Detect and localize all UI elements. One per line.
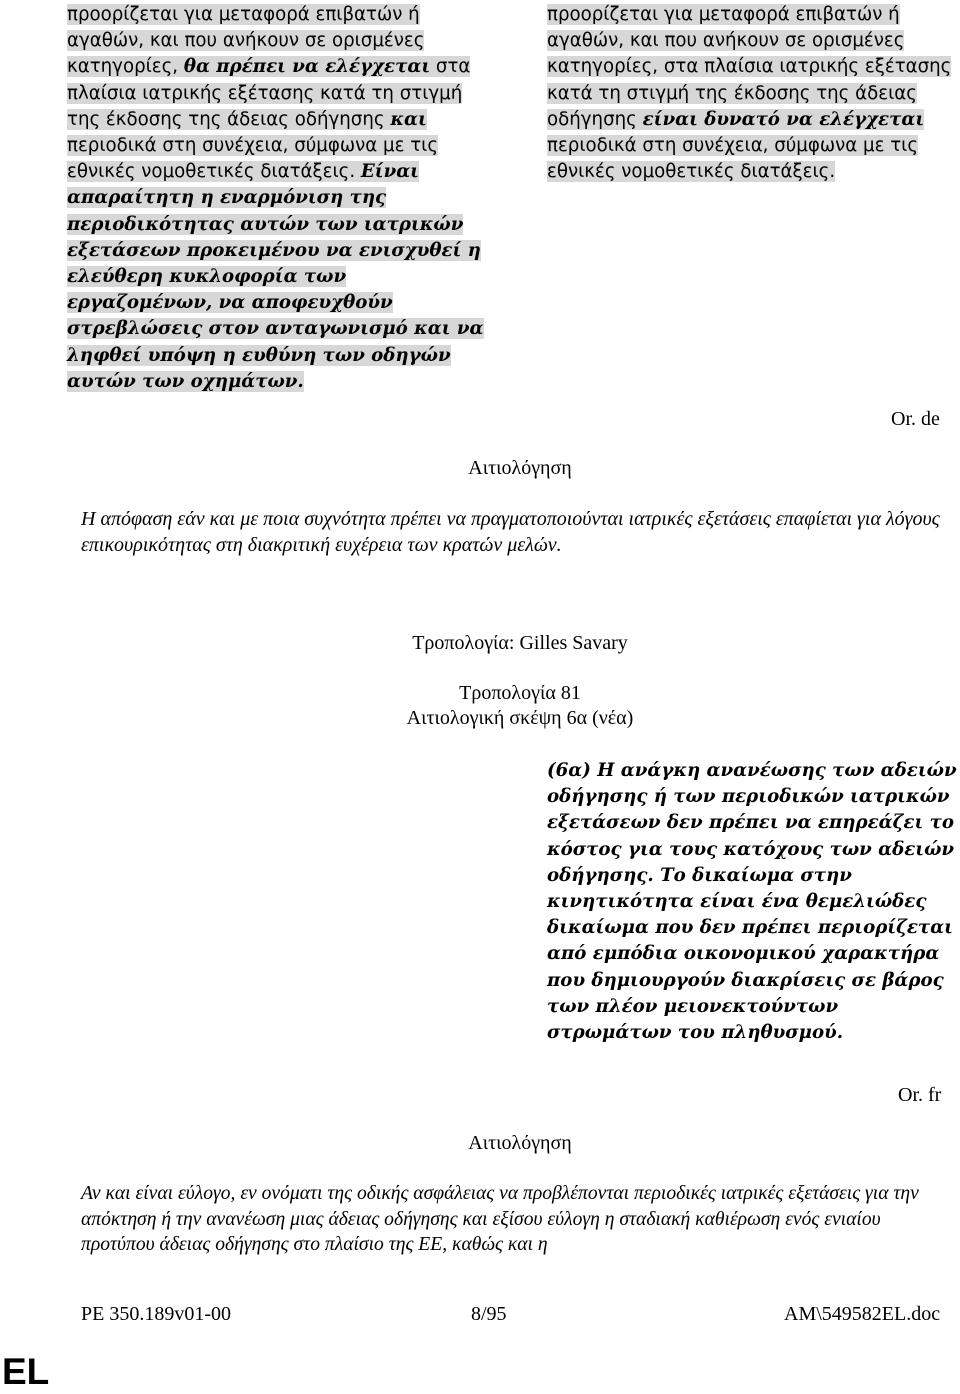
right-text-normal-2: περιοδικά στη συνέχεια, σύμφωνα με τις εθνικές νομοθετικές διατάξεις. bbox=[547, 135, 918, 183]
justification-text-2: Αν και είναι εύλογο, εν ονόματι της οδικής ασφάλειας να προβλέπονται περιοδικές ιατρικές εξετάσεις για την απόκτηση ή την ανανέωση μιας άδειας οδήγησης και εξίσου εύλογη η σταδιακή καθιέρωση ενός ενιαίου προτύπου άδειας οδήγησης στο πλαίσιο της ΕΕ, καθώς και η bbox=[81, 1183, 919, 1256]
justification-heading-1: Αιτιολόγηση bbox=[468, 457, 572, 479]
left-text-normal-2: στα πλαίσια ιατρικής εξέτασης κατά τη στιγμή της έκδοσης της άδειας οδήγησης bbox=[67, 56, 471, 130]
left-text-bold-italic-3: Είναι απαραίτητη η εναρμόνιση της περιοδικότητας αυτών των ιατρικών εξετάσεων προκειμένου να ενισχυθεί η ελεύθερη κυκλοφορία των εργαζομένων, να αποφευχθούν στρεβλώσεις στον ανταγωνισμό και να ληφθεί υπόψη η ευθύνη των οδηγών αυτών των οχημάτων. bbox=[67, 161, 484, 392]
footer-page-number: 8/95 bbox=[471, 1303, 507, 1325]
left-text-normal-1: προορίζεται για μεταφορά επιβατών ή αγαθών, και που ανήκουν σε ορισμένες κατηγορίες, bbox=[67, 4, 425, 78]
right-column-text bbox=[547, 2, 952, 185]
footer-document-name: AM\549582EL.doc bbox=[784, 1303, 941, 1325]
amendment-number: Τροπολογία 81 bbox=[459, 682, 581, 704]
original-language-fr: Or. fr bbox=[898, 1084, 942, 1106]
right-text-normal-1: προορίζεται για μεταφορά επιβατών ή αγαθών, και που ανήκουν σε ορισμένες κατηγορίες, στα πλαίσια ιατρικής εξέτασης κατά τη στιγμή της έκδοσης της άδειας οδήγησης bbox=[547, 4, 952, 130]
footer-reference: PE 350.189v01-00 bbox=[81, 1303, 231, 1325]
justification-text-1: Η απόφαση εάν και με ποια συχνότητα πρέπει να πραγματοποιούνται ιατρικές εξετάσεις επαφίεται για λόγους επικουρικότητας στη διακριτική ευχέρεια των κρατών μελών. bbox=[81, 508, 940, 556]
amendment-author: Τροπολογία: Gilles Savary bbox=[412, 632, 628, 654]
language-code: EL bbox=[2, 1351, 50, 1392]
left-text-bold-italic-2: και bbox=[390, 108, 427, 130]
left-column-text bbox=[67, 2, 497, 395]
justification-heading-2: Αιτιολόγηση bbox=[468, 1132, 572, 1154]
original-language-de: Or. de bbox=[891, 408, 940, 430]
left-text-normal-3: περιοδικά στη συνέχεια, σύμφωνα με τις εθνικές νομοθετικές διατάξεις. bbox=[67, 135, 438, 183]
left-text-bold-italic-1: θα πρέπει να ελέγχεται bbox=[183, 56, 431, 78]
right-text-bold-italic-1: είναι δυνατό να ελέγχεται bbox=[642, 108, 925, 130]
amendment-text: (6α) Η ανάγκη ανανέωσης των αδειών οδήγησης ή των περιοδικών ιατρικών εξετάσεων δεν πρέπει να επηρεάζει το κόστος για τους κατόχους των αδειών οδήγησης. Το δικαίωμα στην κινητικότητα είναι ένα θεμελιώδες δικαίωμα που δεν πρέπει περιορίζεται από εμπόδια οικονομικού χαρακτήρα που δημιουργούν διακρίσεις σε βάρος των πλέον μειονεκτούντων στρωμάτων του πληθυσμού. bbox=[547, 760, 957, 1044]
amendment-target: Αιτιολογική σκέψη 6α (νέα) bbox=[406, 707, 634, 729]
